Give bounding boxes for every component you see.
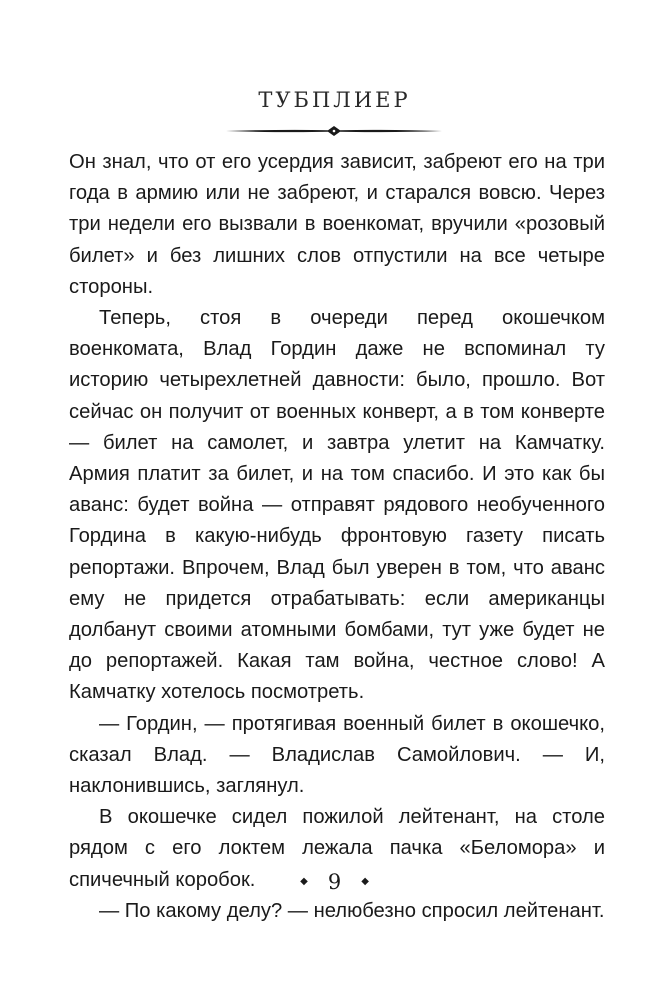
page-footer — [0, 870, 669, 894]
paragraph: В окошечке сидел пожилой лейтенант, на столе рядом с его локтем лежала пачка «Беломора» и спичечный коробок. — [69, 806, 605, 891]
paragraph-dialogue: — Гордин, — протягивая военный билет в окошечко, сказал Влад. — Владислав Самойлович. — И, наклонившись, заглянул. — [69, 712, 605, 798]
page-number: 9 — [327, 870, 342, 894]
decorative-rule-icon — [224, 124, 444, 138]
diamond-bullet-icon: ◆ — [361, 876, 369, 887]
paragraph: Теперь, стоя в очереди перед окошечком военкомата, Влад Гордин даже не вспоминал ту историю четырехлетней давности: было, прошло. Вот сейчас он получит от военных конверт, а в том конверте — билет на самолет, и завтра улетит на Камчатку. Армия платит за билет, и на том спасибо. И это как бы аванс: будет война — отправят рядового необученного Гордина в какую-нибудь фронтовую газету писать репортажи. Впрочем, Влад был уверен в том, что аванс ему не придется отрабатывать: если американцы долбанут своими атомными бомбами, тут уже будет не до репортажей. Какая там война, честное слово! А Камчатку хотелось посмотреть. — [69, 307, 605, 704]
running-head-title: ТУБПЛИЕР — [258, 88, 411, 112]
diamond-bullet-icon: ◆ — [300, 876, 308, 887]
paragraph-dialogue: — По какому делу? — нелюбезно спросил лейтенант. — [99, 899, 605, 922]
body-text — [69, 147, 605, 927]
paragraph-continued: Он знал, что от его усердия зависит, забреют его на три года в армию или не забреют, и старался вовсю. Через три недели его вызвали в военкомат, вручили «розовый билет» и без лишних слов отпустили на все четыре стороны. — [69, 151, 605, 298]
